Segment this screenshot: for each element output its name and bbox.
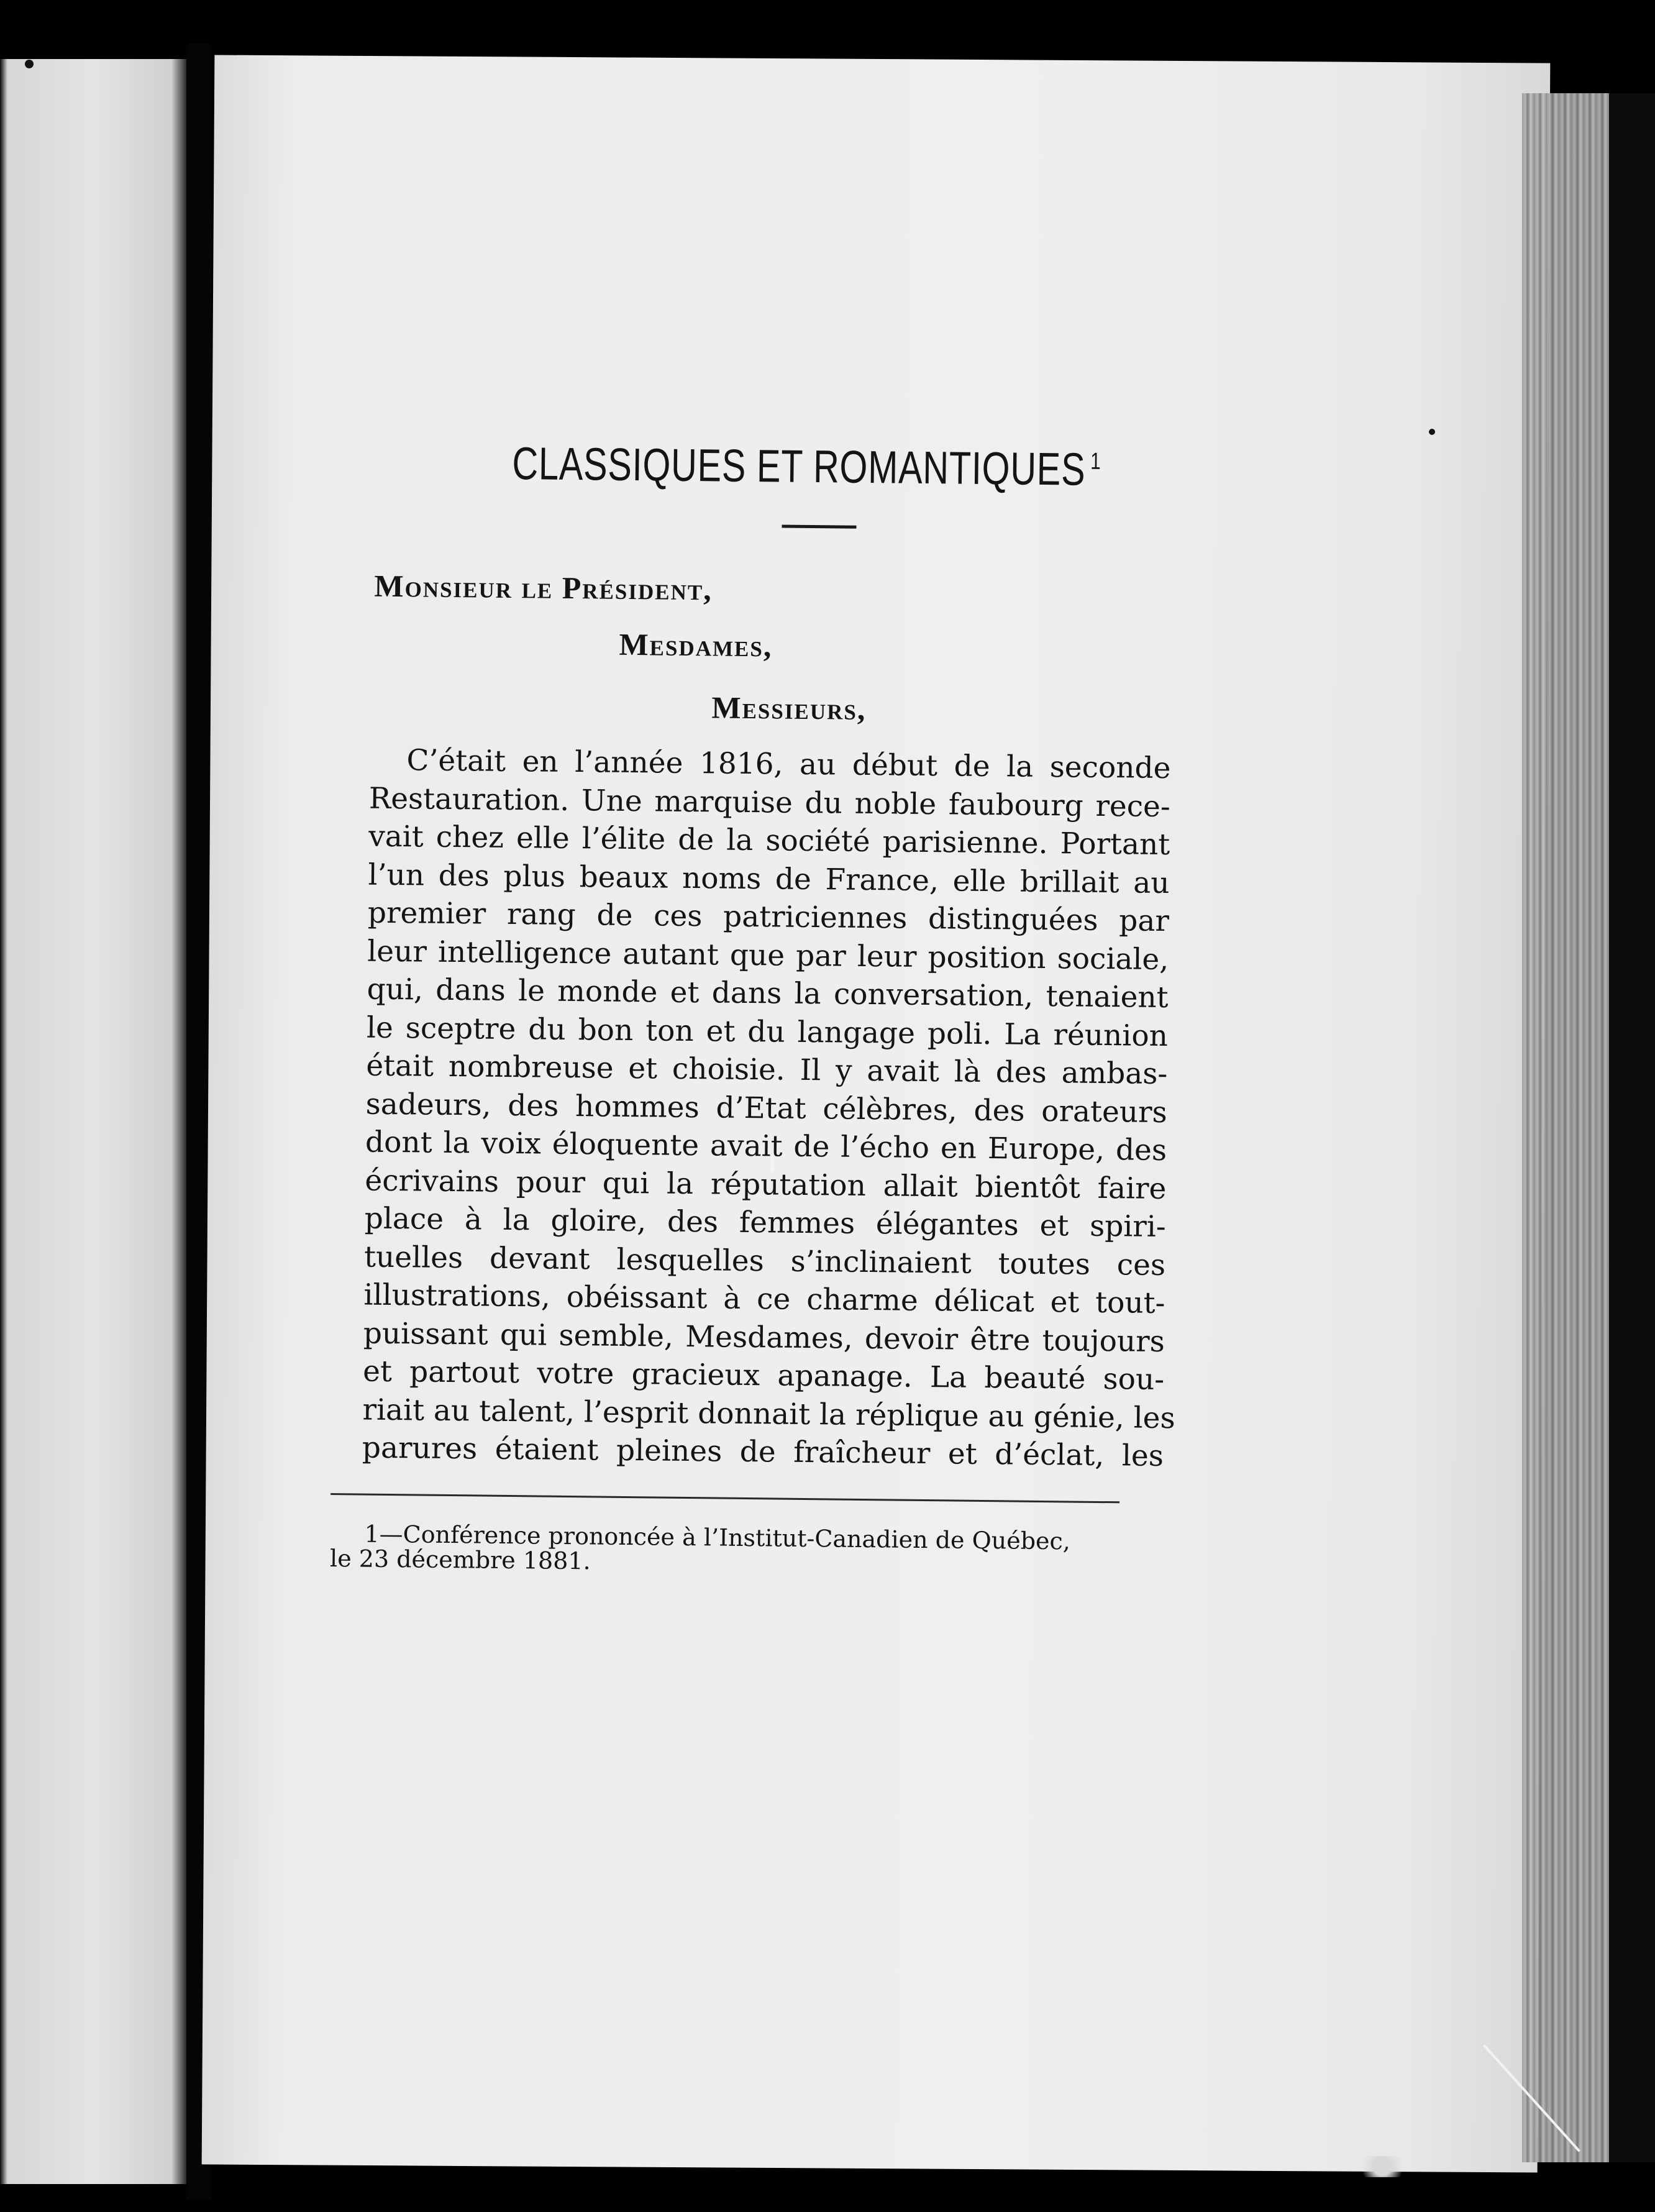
- footnote-rule: [331, 1493, 1119, 1503]
- dust-speck: [1429, 429, 1435, 435]
- left-page-edge: [0, 59, 186, 2184]
- body-line: riait au talent, l’esprit donnait la réplique au génie, les: [362, 1392, 1175, 1435]
- footnote-line: le 23 décembre 1881.: [329, 1544, 591, 1574]
- page-edges-shadow: [1609, 93, 1655, 2162]
- body-line: sadeurs, des hommes d’Etat célèbres, des orateurs: [365, 1087, 1167, 1130]
- salutation-messieurs: Messieurs,: [711, 690, 867, 726]
- body-line: vait chez elle l’élite de la société parisienne. Portant: [368, 819, 1170, 862]
- body-line: C’était en l’année 1816, au début de la seconde: [406, 743, 1171, 786]
- footnote-line: 1—Conférence prononcée à l’Institut-Canadien de Québec,: [364, 1520, 1071, 1555]
- salutation-mesdames: Mesdames,: [619, 626, 773, 664]
- body-line: illustrations, obéissant à ce charme délicat et tout-: [363, 1277, 1165, 1321]
- title-rule: [782, 525, 856, 529]
- body-line: premier rang de ces patriciennes distinguées par: [367, 895, 1170, 939]
- body-paragraph: [362, 741, 1175, 1476]
- body-line: était nombreuse et choisie. Il y avait là des ambas-: [366, 1048, 1168, 1092]
- footnote: [330, 1521, 1119, 1579]
- body-line: et partout votre gracieux apanage. La beauté sou-: [362, 1354, 1165, 1397]
- body-line: écrivains pour qui la réputation allait bientôt faire: [365, 1163, 1167, 1206]
- scan-speck: [1354, 2156, 1410, 2177]
- body-line: tuelles devant lesquelles s’inclinaient toutes ces: [363, 1240, 1166, 1282]
- body-line: leur intelligence autant que par leur position sociale,: [367, 934, 1169, 977]
- body-line: le sceptre du bon ton et du langage poli. La réunion: [366, 1010, 1169, 1053]
- body-line: place à la gloire, des femmes élégantes et spiri-: [364, 1201, 1167, 1245]
- body-line: l’un des plus beaux noms de France, elle brillait au: [368, 857, 1170, 900]
- chapter-title-text: CLASSIQUES ET ROMANTIQUES: [512, 437, 1086, 495]
- dust-speck: [25, 60, 34, 68]
- body-line: qui, dans le monde et dans la conversation, tenaient: [367, 972, 1169, 1015]
- salutation-president: Monsieur le Président,: [374, 568, 713, 607]
- body-line: dont la voix éloquente avait de l’écho en Europe, des: [365, 1125, 1167, 1168]
- page-content: [324, 435, 1193, 1579]
- body-line: parures étaient pleines de fraîcheur et d’éclat, les: [362, 1430, 1164, 1474]
- body-line: puissant qui semble, Mesdames, devoir être toujours: [363, 1316, 1165, 1359]
- chapter-title: [499, 437, 1115, 496]
- body-line: Restauration. Une marquise du noble faubourg rece-: [368, 781, 1171, 824]
- footnote-marker: 1: [1090, 449, 1101, 475]
